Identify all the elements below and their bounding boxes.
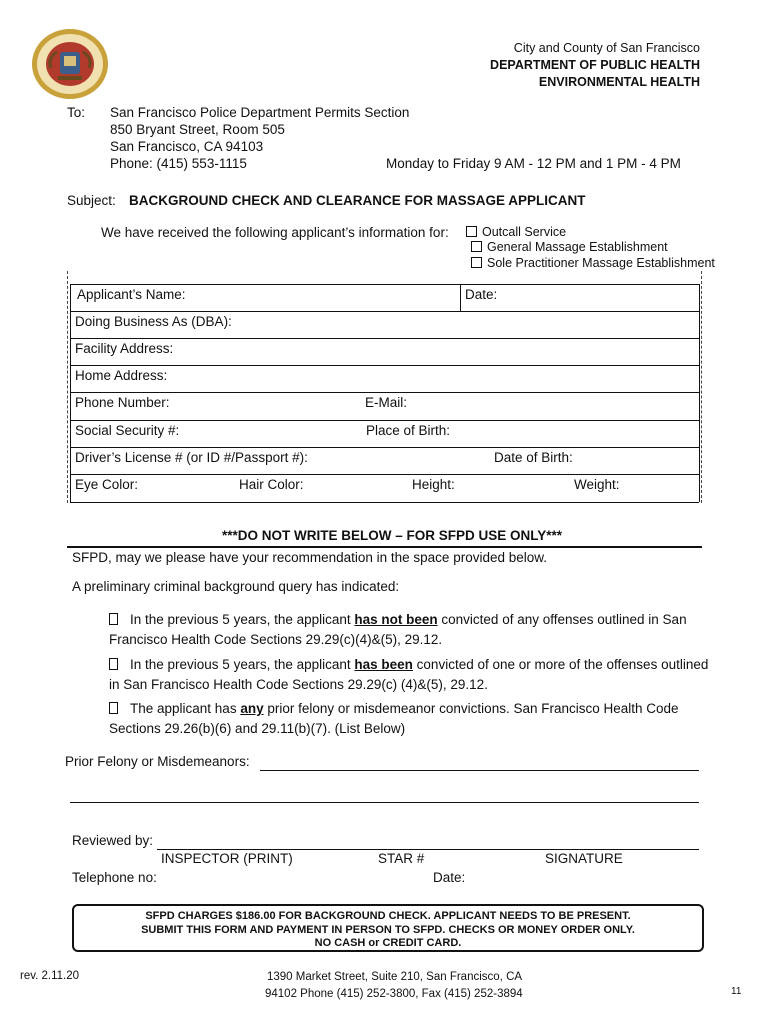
signature-label: SIGNATURE: [545, 851, 623, 866]
option-general[interactable]: [471, 240, 668, 254]
option-text: In the previous 5 years, the applicant: [130, 612, 355, 627]
option-label: General Massage Establishment: [487, 240, 668, 254]
revision-label: rev. 2.11.20: [20, 970, 80, 982]
option-text: convicted of one or more of the offenses outlined: [412, 657, 709, 672]
prior-input-line1[interactable]: [260, 770, 699, 771]
to-phone: Phone: (415) 553-1115: [110, 156, 247, 171]
subject-text: BACKGROUND CHECK AND CLEARANCE FOR MASSAGE APPLICANT: [129, 193, 586, 208]
date-of-birth-field[interactable]: Date of Birth:: [494, 450, 573, 465]
checkbox-icon[interactable]: [109, 613, 118, 625]
option-text: In the previous 5 years, the applicant: [130, 657, 355, 672]
eye-color-field[interactable]: Eye Color:: [75, 477, 139, 492]
applicant-name-field[interactable]: Applicant’s Name:: [77, 287, 186, 302]
footer-address2: 94102 Phone (415) 252-3800, Fax (415) 252-3894: [265, 988, 523, 1000]
weight-field[interactable]: Weight:: [574, 477, 620, 492]
option-not-convicted-cont: Francisco Health Code Sections 29.29(c)(4)&(5), 29.12.: [109, 632, 443, 647]
option-emphasis: any: [240, 701, 264, 716]
option-emphasis: has been: [354, 657, 413, 672]
drivers-license-field[interactable]: Driver’s License # (or ID #/Passport #):: [75, 450, 308, 465]
hair-color-field[interactable]: Hair Color:: [239, 477, 304, 492]
checkbox-icon[interactable]: [471, 241, 482, 252]
option-sole[interactable]: [471, 256, 715, 270]
option-label: Outcall Service: [482, 225, 567, 239]
height-field[interactable]: Height:: [412, 477, 455, 492]
applicant-form: [67, 271, 702, 503]
option-any-prior[interactable]: [109, 699, 679, 719]
sfpd-prelim: A preliminary criminal background query has indicated:: [72, 579, 400, 594]
notice-line3: NO CASH or CREDIT CARD.: [314, 937, 462, 949]
option-not-convicted[interactable]: [109, 610, 687, 630]
notice-line2: SUBMIT THIS FORM AND PAYMENT IN PERSON TO SFPD. CHECKS OR MONEY ORDER ONLY.: [141, 923, 635, 936]
reviewed-by-label: Reviewed by:: [72, 833, 154, 848]
option-text: convicted of any offenses outlined in San: [437, 612, 687, 627]
place-of-birth-field[interactable]: Place of Birth:: [366, 423, 451, 438]
dba-field[interactable]: Doing Business As (DBA):: [75, 314, 232, 329]
sfpd-heading: ***DO NOT WRITE BELOW – FOR SFPD USE ONLY***: [222, 528, 563, 543]
notice-line1: SFPD CHARGES $186.00 FOR BACKGROUND CHECK. APPLICANT NEEDS TO BE PRESENT.: [145, 910, 631, 922]
option-outcall[interactable]: [466, 225, 566, 239]
option-any-prior-cont: Sections 29.26(b)(6) and 29.11(b)(7). (List Below): [109, 721, 406, 736]
email-field[interactable]: E-Mail:: [365, 395, 408, 410]
option-text: prior felony or misdemeanor convictions. San Francisco Health Code: [263, 701, 679, 716]
prior-input-line2[interactable]: [70, 802, 699, 803]
org-line1: City and County of San Francisco: [513, 41, 700, 55]
to-line2: 850 Bryant Street, Room 505: [110, 122, 285, 137]
facility-address-field[interactable]: Facility Address:: [75, 341, 174, 356]
star-label: STAR #: [378, 851, 425, 866]
received-intro: We have received the following applicant’s information for:: [101, 225, 449, 240]
footer-address1: 1390 Market Street, Suite 210, San Francisco, CA: [267, 971, 523, 983]
inspector-label: INSPECTOR (PRINT): [161, 851, 293, 866]
to-hours: Monday to Friday 9 AM - 12 PM and 1 PM - 4 PM: [386, 156, 681, 171]
option-convicted[interactable]: [109, 655, 708, 675]
option-label: Sole Practitioner Massage Establishment: [487, 256, 715, 270]
to-label: To:: [67, 105, 86, 120]
org-line2: DEPARTMENT OF PUBLIC HEALTH: [490, 58, 700, 72]
home-address-field[interactable]: Home Address:: [75, 368, 168, 383]
seal-emblem-icon: [31, 28, 111, 100]
sfpd-request: SFPD, may we please have your recommendation in the space provided below.: [72, 550, 548, 565]
city-seal: [31, 28, 111, 100]
page-number: 11: [731, 986, 742, 997]
option-text: The applicant has: [130, 701, 241, 716]
option-emphasis: has not been: [354, 612, 438, 627]
to-line1: San Francisco Police Department Permits Section: [110, 105, 410, 120]
fee-notice: [72, 904, 704, 952]
reviewed-by-line[interactable]: [157, 849, 699, 850]
org-line3: ENVIRONMENTAL HEALTH: [538, 75, 700, 89]
checkbox-icon[interactable]: [471, 257, 482, 268]
checkbox-icon[interactable]: [109, 702, 118, 714]
ssn-field[interactable]: Social Security #:: [75, 423, 180, 438]
telephone-label[interactable]: Telephone no:: [72, 870, 157, 885]
checkbox-icon[interactable]: [109, 658, 118, 670]
sfpd-divider: [67, 546, 702, 548]
date-field[interactable]: Date:: [465, 287, 498, 302]
subject-label: Subject:: [67, 193, 116, 208]
checkbox-icon[interactable]: [466, 226, 477, 237]
review-date-label[interactable]: Date:: [433, 870, 466, 885]
to-line3: San Francisco, CA 94103: [110, 139, 264, 154]
phone-number-field[interactable]: Phone Number:: [75, 395, 170, 410]
option-convicted-cont: in San Francisco Health Code Sections 29.29(c) (4)&(5), 29.12.: [109, 677, 488, 692]
prior-label: Prior Felony or Misdemeanors:: [65, 754, 250, 769]
